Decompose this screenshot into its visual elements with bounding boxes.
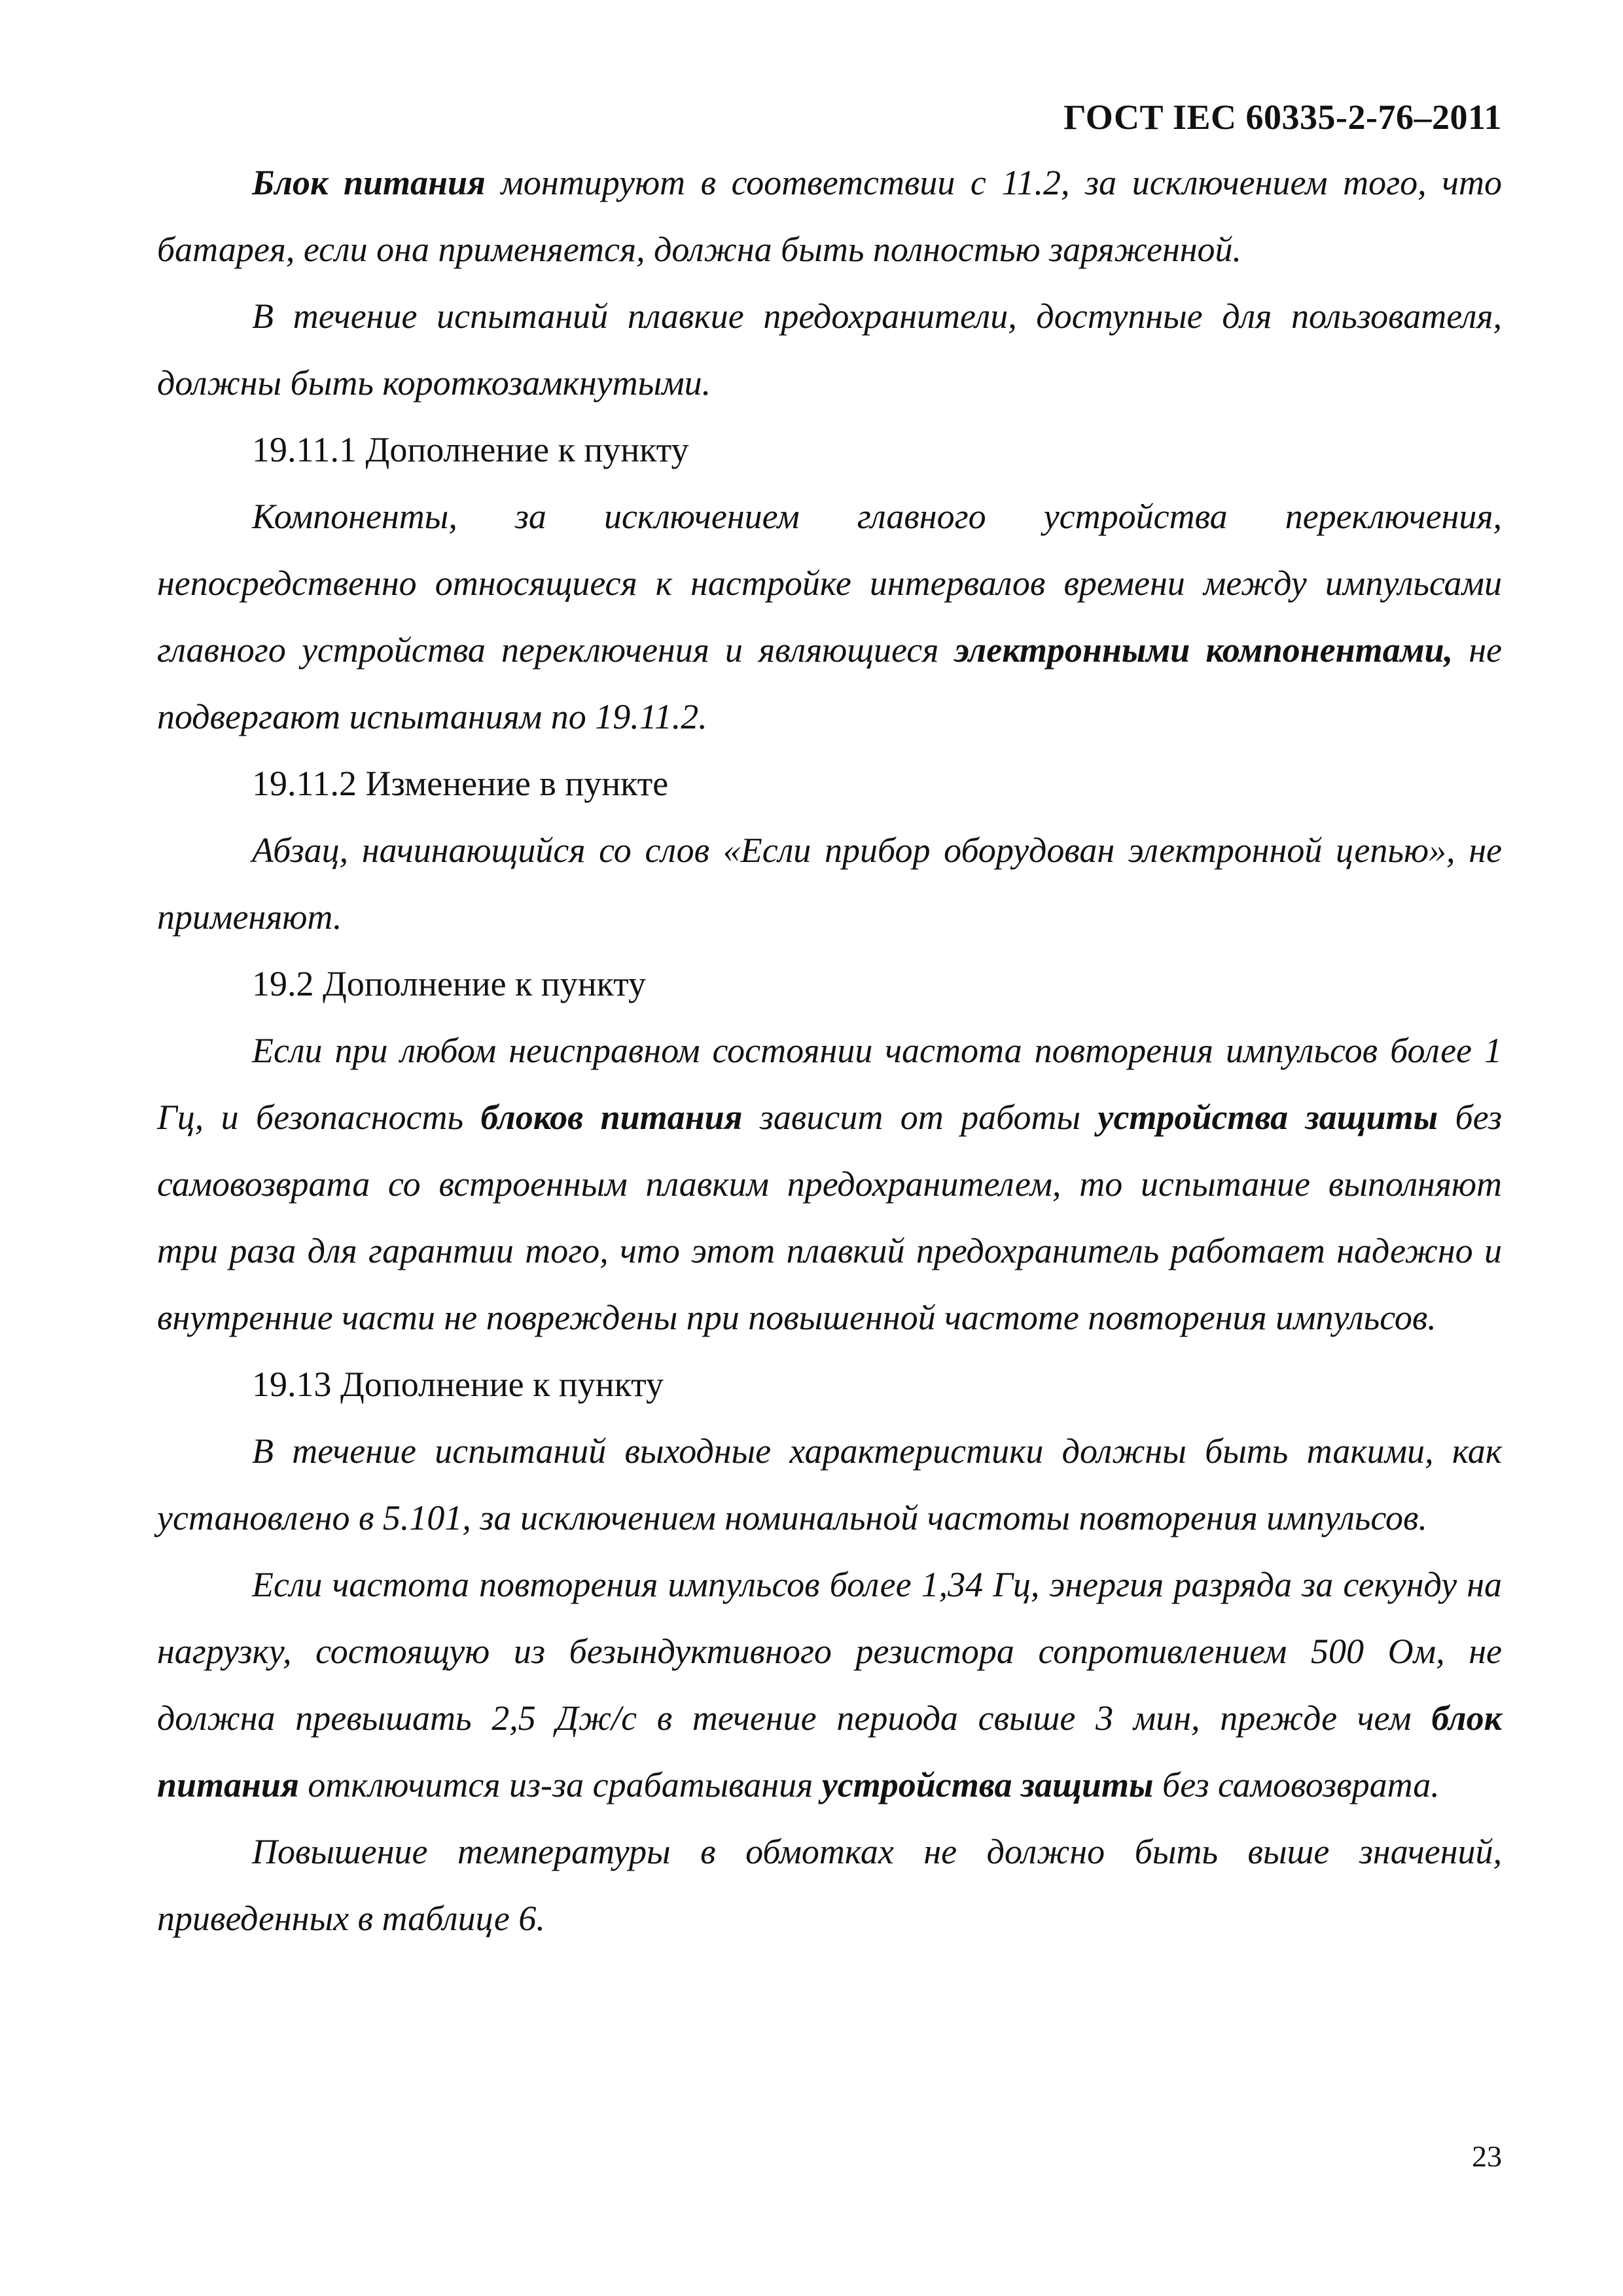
paragraph-text: без самовозврата со встроенным плавким предохранителем, то испытание выполняют три раза для гарантии того, что этот плавкий предохранитель работает надежно и внутренние части не повреждены при повышенной частоте повторения импульсов. — [157, 1098, 1502, 1337]
paragraph-text: 19.11.2 Изменение в пункте — [252, 764, 669, 803]
paragraph-text: Компоненты, за исключением главного устройства переключения, непосредственно относящиеся к настройке интервалов времени между импульсами главного устройства переключения и являющиеся — [157, 497, 1502, 670]
defined-term: Блок питания — [252, 163, 486, 202]
paragraph-text: 19.11.1 Дополнение к пункту — [252, 430, 689, 469]
page-number: 23 — [1472, 2140, 1502, 2173]
body-paragraph — [157, 483, 1502, 750]
paragraph-text: 19.2 Дополнение к пункту — [252, 964, 647, 1003]
paragraph-text: Повышение температуры в обмотках не должно быть выше значений, приведенных в таблице 6. — [157, 1832, 1502, 1938]
paragraph-text: не подвергают испытаниям по 19.11.2. — [157, 630, 1502, 736]
defined-term: блоков питания — [480, 1098, 743, 1137]
body-paragraph — [157, 283, 1502, 416]
defined-term: электронными компонентами, — [954, 630, 1454, 670]
body-paragraph — [157, 817, 1502, 950]
paragraph-text: без самовозврата. — [1153, 1765, 1440, 1804]
clause-heading — [157, 416, 1502, 483]
body-paragraph — [157, 1418, 1502, 1551]
clause-heading — [157, 750, 1502, 817]
paragraph-text: Если при любом неисправном состоянии частота повторения импульсов более 1 Гц, и безопасность — [157, 1031, 1502, 1137]
paragraph-text: отключится из-за срабатывания — [298, 1765, 822, 1804]
paragraph-text: В течение испытаний выходные характеристики должны быть такими, как установлено в 5.101, за исключением номинальной частоты повторения импульсов. — [157, 1431, 1502, 1537]
clause-heading — [157, 1351, 1502, 1418]
paragraph-text: 19.13 Дополнение к пункту — [252, 1365, 664, 1404]
document-header: ГОСТ IEC 60335-2-76–2011 — [1063, 98, 1502, 137]
paragraph-text: Если частота повторения импульсов более 1,34 Гц, энергия разряда за секунду на нагрузку, состоящую из безындуктивного резистора сопротивлением 500 Ом, не должна превышать 2,5 Дж/с в течение периода свыше 3 мин, прежде чем — [157, 1565, 1502, 1738]
body-paragraph — [157, 1017, 1502, 1351]
defined-term: блок питания — [157, 1698, 1502, 1804]
paragraph-text: В течение испытаний плавкие предохранители, доступные для пользователя, должны быть короткозамкнутыми. — [157, 296, 1502, 403]
paragraph-text: монтируют в соответствии с 11.2, за исключением того, что батарея, если она применяется, должна быть полностью заряженной. — [157, 163, 1503, 269]
document-body — [157, 149, 1502, 1952]
defined-term: устройства защиты — [1097, 1098, 1438, 1137]
clause-heading — [157, 950, 1502, 1017]
paragraph-text: Абзац, начинающийся со слов «Если прибор оборудован электронной цепью», не применяют. — [157, 831, 1502, 937]
body-paragraph — [157, 149, 1502, 283]
body-paragraph — [157, 1818, 1502, 1952]
paragraph-text: зависит от работы — [742, 1098, 1098, 1137]
defined-term: устройства защиты — [821, 1765, 1154, 1804]
body-paragraph — [157, 1551, 1502, 1818]
